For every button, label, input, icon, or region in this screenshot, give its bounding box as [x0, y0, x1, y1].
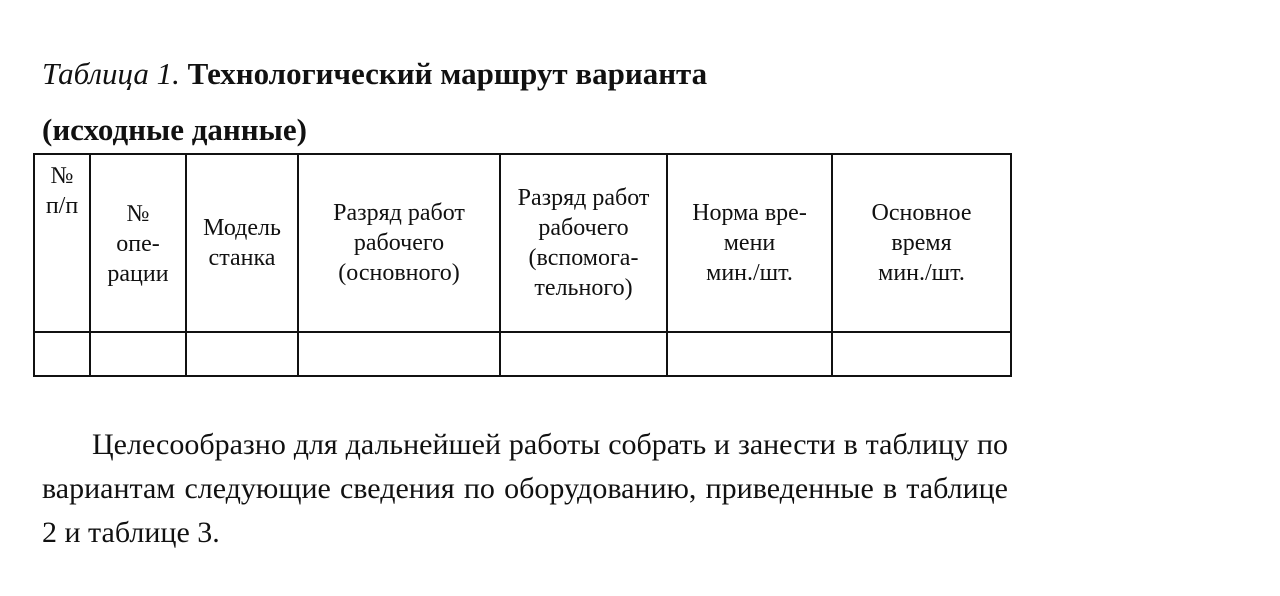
header-number: № п/п [34, 154, 90, 332]
table-cell [667, 332, 832, 376]
table-caption-title: Технологический маршрут варианта [187, 56, 708, 91]
header-operation: № опе- рации [90, 154, 186, 332]
header-aux-worker-grade: Разряд работ рабочего (вспомога- тельного) [500, 154, 667, 332]
table-cell [832, 332, 1011, 376]
header-main-worker-grade: Разряд работ рабочего (основного) [298, 154, 500, 332]
header-main-time: Основное время мин./шт. [832, 154, 1011, 332]
header-time-norm: Норма вре- мени мин./шт. [667, 154, 832, 332]
table-cell [90, 332, 186, 376]
header-machine-model: Модель станка [186, 154, 298, 332]
table-row [34, 332, 1011, 376]
table-cell [34, 332, 90, 376]
table-caption-label: Таблица 1. [42, 56, 180, 91]
table-cell [186, 332, 298, 376]
route-table [33, 153, 1012, 377]
table-cell [298, 332, 500, 376]
table-header-row [34, 154, 1011, 332]
table-cell [500, 332, 667, 376]
body-paragraph: Целесообразно для дальнейшей работы собрать и занести в таблицу по вариантам следующие сведения по оборудованию, приведенные в таблице 2 и таблице 3. [42, 428, 1008, 549]
table-caption [42, 46, 1002, 158]
table-caption-subtitle: (исходные данные) [42, 112, 307, 147]
